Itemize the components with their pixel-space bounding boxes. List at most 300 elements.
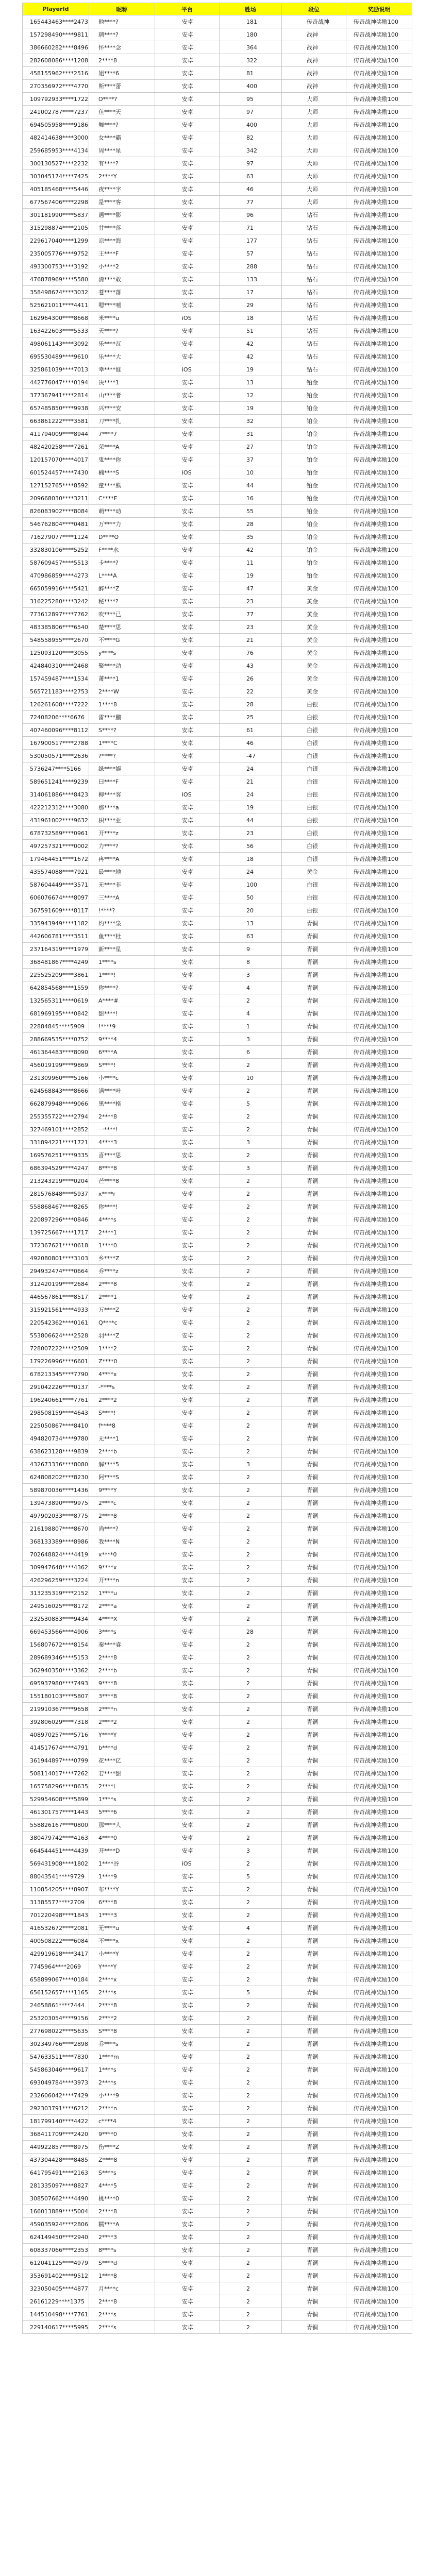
reward-cell: 传奇战神奖励100 — [346, 1535, 412, 1548]
table-row — [23, 904, 412, 917]
wins-cell: 61 — [220, 724, 282, 737]
nickname-cell: 你****! — [89, 1200, 155, 1213]
reward-cell: 传奇战神奖励100 — [346, 930, 412, 943]
platform-cell: 安卓 — [155, 1084, 220, 1097]
player-id-cell: 553806624****2528 — [23, 1329, 89, 1342]
rank-cell: 青铜 — [282, 1896, 346, 1909]
nickname-cell: 天****? — [89, 325, 155, 337]
reward-cell: 传奇战神奖励100 — [346, 183, 412, 196]
nickname-cell: 2****s — [89, 1986, 155, 1999]
rank-cell: 白银 — [282, 814, 346, 827]
wins-cell: 2 — [220, 1600, 282, 1613]
reward-cell: 传奇战神奖励100 — [346, 170, 412, 183]
wins-cell: 28 — [220, 698, 282, 711]
player-id-cell: 458155962****2516 — [23, 67, 89, 80]
platform-cell: 安卓 — [155, 1329, 220, 1342]
reward-cell: 传奇战神奖励100 — [346, 531, 412, 544]
wins-cell: 2 — [220, 1754, 282, 1767]
reward-cell: 传奇战神奖励100 — [346, 1651, 412, 1664]
table-row — [23, 1844, 412, 1857]
platform-cell: 安卓 — [155, 827, 220, 840]
reward-cell: 传奇战神奖励100 — [346, 891, 412, 904]
nickname-cell: 卡****? — [89, 556, 155, 569]
nickname-cell: 1****8 — [89, 698, 155, 711]
reward-cell: 传奇战神奖励100 — [346, 1728, 412, 1741]
rank-cell: 战神 — [282, 41, 346, 54]
player-id-cell: 587609457****5513 — [23, 556, 89, 569]
wins-cell: 57 — [220, 247, 282, 260]
rank-cell: 青铜 — [282, 1883, 346, 1896]
platform-cell: 安卓 — [155, 556, 220, 569]
rank-cell: 青铜 — [282, 1548, 346, 1561]
player-id-cell: 162964300****8668 — [23, 312, 89, 325]
reward-cell: 传奇战神奖励100 — [346, 1484, 412, 1497]
rank-cell: 大师 — [282, 144, 346, 157]
player-id-cell: 569431908****1802 — [23, 1857, 89, 1870]
nickname-cell: 苍****落 — [89, 286, 155, 299]
table-row — [23, 1922, 412, 1935]
platform-cell: 安卓 — [155, 1445, 220, 1458]
player-id-cell: 325861039****7013 — [23, 363, 89, 376]
nickname-cell: 1****! — [89, 969, 155, 981]
reward-cell: 传奇战神奖励100 — [346, 582, 412, 595]
rank-cell: 黄金 — [282, 866, 346, 878]
nickname-cell: 5****6 — [89, 1806, 155, 1819]
table-row — [23, 1162, 412, 1175]
player-id-cell: 416532672****2081 — [23, 1922, 89, 1935]
wins-cell: 2 — [220, 2218, 282, 2231]
player-id-cell: 476878969****5580 — [23, 273, 89, 286]
nickname-cell: 万****力 — [89, 518, 155, 531]
table-row — [23, 1883, 412, 1896]
table-row — [23, 1484, 412, 1497]
player-id-cell: 638623128****9839 — [23, 1445, 89, 1458]
player-id-cell: 209668030****3211 — [23, 492, 89, 505]
platform-cell: 安卓 — [155, 1638, 220, 1651]
wins-cell: 2 — [220, 1587, 282, 1600]
player-id-cell: 435574088****7921 — [23, 866, 89, 878]
table-row — [23, 1059, 412, 1072]
nickname-cell: Z****0 — [89, 1355, 155, 1368]
reward-cell: 传奇战神奖励100 — [346, 209, 412, 222]
table-row — [23, 634, 412, 647]
wins-cell: 2 — [220, 1973, 282, 1986]
rank-cell: 青铜 — [282, 1574, 346, 1587]
wins-cell: 2 — [220, 2321, 282, 2334]
table-row — [23, 2102, 412, 2115]
nickname-cell: 9****Y — [89, 1484, 155, 1497]
reward-cell: 传奇战神奖励100 — [346, 1522, 412, 1535]
reward-cell: 传奇战神奖励100 — [346, 2128, 412, 2141]
table-row — [23, 1419, 412, 1432]
wins-cell: 37 — [220, 453, 282, 466]
wins-cell: 1 — [220, 1020, 282, 1033]
player-id-cell: 678213345****7790 — [23, 1368, 89, 1381]
nickname-cell: 7****7 — [89, 428, 155, 440]
reward-cell: 传奇战神奖励100 — [346, 2179, 412, 2192]
nickname-cell: 幸****谁 — [89, 363, 155, 376]
platform-cell: iOS — [155, 312, 220, 325]
reward-cell: 传奇战神奖励100 — [346, 106, 412, 118]
player-id-cell: 331894221****1721 — [23, 1136, 89, 1149]
reward-cell: 传奇战神奖励100 — [346, 1097, 412, 1110]
player-id-cell: 493300753****3192 — [23, 260, 89, 273]
reward-cell: 传奇战神奖励100 — [346, 2321, 412, 2334]
player-id-cell: 229140617****5995 — [23, 2321, 89, 2334]
platform-cell: 安卓 — [155, 1973, 220, 1986]
platform-cell: 安卓 — [155, 479, 220, 492]
player-id-cell: 315921561****4933 — [23, 1303, 89, 1316]
reward-cell: 传奇战神奖励100 — [346, 1857, 412, 1870]
table-row — [23, 814, 412, 827]
reward-cell: 传奇战神奖励100 — [346, 1510, 412, 1522]
wins-cell: 2 — [220, 2038, 282, 2050]
nickname-cell: 枳****亚 — [89, 814, 155, 827]
player-id-cell: 139725667****1717 — [23, 1226, 89, 1239]
player-table — [22, 3, 412, 2334]
player-id-cell: 323050405****4877 — [23, 2282, 89, 2295]
player-id-cell: 327469101****2852 — [23, 1123, 89, 1136]
player-id-cell: 669453566****4906 — [23, 1625, 89, 1638]
table-row — [23, 402, 412, 415]
nickname-cell: 周****星 — [89, 144, 155, 157]
wins-cell: 2 — [220, 1703, 282, 1716]
player-id-cell: 589870036****1436 — [23, 1484, 89, 1497]
nickname-cell: 小****c — [89, 1072, 155, 1084]
platform-cell: 安卓 — [155, 853, 220, 866]
wins-cell: 18 — [220, 312, 282, 325]
rank-cell: 青铜 — [282, 1355, 346, 1368]
player-id-cell: 587604449****3571 — [23, 878, 89, 891]
reward-cell: 传奇战神奖励100 — [346, 762, 412, 775]
nickname-cell: ?****? — [89, 750, 155, 762]
wins-cell: 2 — [220, 1664, 282, 1677]
wins-cell: 9 — [220, 943, 282, 956]
nickname-cell: 黑****格 — [89, 1097, 155, 1110]
platform-cell: 安卓 — [155, 2205, 220, 2218]
nickname-cell: 灼****泉 — [89, 917, 155, 930]
table-row — [23, 144, 412, 157]
nickname-cell: 聚****动 — [89, 659, 155, 672]
nickname-cell: 萧****1 — [89, 672, 155, 685]
player-id-cell: 109792933****1722 — [23, 93, 89, 106]
player-id-cell: 701220498****1843 — [23, 1909, 89, 1922]
platform-cell: 安卓 — [155, 1252, 220, 1265]
table-row — [23, 1200, 412, 1213]
table-row — [23, 1806, 412, 1819]
nickname-cell: 乡****Z — [89, 1252, 155, 1265]
rank-cell: 钻石 — [282, 286, 346, 299]
rank-cell: 青铜 — [282, 1638, 346, 1651]
wins-cell: 2 — [220, 1149, 282, 1162]
rank-cell: 青铜 — [282, 1046, 346, 1059]
nickname-cell: 若****甜 — [89, 1767, 155, 1780]
reward-cell: 传奇战神奖励100 — [346, 2012, 412, 2025]
table-row — [23, 891, 412, 904]
player-id-cell: 380479742****4163 — [23, 1832, 89, 1844]
table-row — [23, 1406, 412, 1419]
reward-cell: 传奇战神奖励100 — [346, 54, 412, 67]
wins-cell: 2 — [220, 1381, 282, 1394]
reward-cell: 传奇战神奖励100 — [346, 1780, 412, 1793]
nickname-cell: 女****霸 — [89, 131, 155, 144]
rank-cell: 黄金 — [282, 647, 346, 659]
platform-cell: 安卓 — [155, 698, 220, 711]
rank-cell: 钻石 — [282, 260, 346, 273]
nickname-cell: 一****! — [89, 1123, 155, 1136]
nickname-cell: 开****D — [89, 1844, 155, 1857]
reward-cell: 传奇战神奖励100 — [346, 2102, 412, 2115]
nickname-cell: 8****s — [89, 2244, 155, 2257]
reward-cell: 传奇战神奖励100 — [346, 299, 412, 312]
rank-cell: 青铜 — [282, 1999, 346, 2012]
platform-cell: 安卓 — [155, 15, 220, 28]
reward-cell: 传奇战神奖励100 — [346, 1574, 412, 1587]
player-id-cell: 624149450****2940 — [23, 2231, 89, 2244]
wins-cell: 2 — [220, 1445, 282, 1458]
wins-cell: 28 — [220, 518, 282, 531]
nickname-cell: !****9 — [89, 1020, 155, 1033]
platform-cell: 安卓 — [155, 1793, 220, 1806]
nickname-cell: 有****? — [89, 157, 155, 170]
table-row — [23, 157, 412, 170]
wins-cell: 12 — [220, 389, 282, 402]
platform-cell: 安卓 — [155, 2192, 220, 2205]
wins-cell: 10 — [220, 466, 282, 479]
player-id-cell: 529954608****5899 — [23, 1793, 89, 1806]
platform-cell: 安卓 — [155, 492, 220, 505]
rank-cell: 青铜 — [282, 969, 346, 981]
platform-cell: 安卓 — [155, 2321, 220, 2334]
player-id-cell: 483385806****6540 — [23, 621, 89, 634]
rank-cell: 白银 — [282, 737, 346, 750]
platform-cell: 安卓 — [155, 273, 220, 286]
wins-cell: 56 — [220, 840, 282, 853]
table-row — [23, 196, 412, 209]
rank-cell: 白银 — [282, 827, 346, 840]
player-id-cell: 220542362****0161 — [23, 1316, 89, 1329]
wins-cell: -47 — [220, 750, 282, 762]
table-row — [23, 1342, 412, 1355]
nickname-cell: 最****地 — [89, 866, 155, 878]
wins-cell: 3 — [220, 1033, 282, 1046]
wins-cell: 181 — [220, 15, 282, 28]
nickname-cell: 楠****S — [89, 466, 155, 479]
nickname-cell: 万****Z — [89, 1303, 155, 1316]
player-id-cell: 367591609****8117 — [23, 904, 89, 917]
nickname-cell: 绿****娱 — [89, 762, 155, 775]
rank-cell: 青铜 — [282, 917, 346, 930]
platform-cell: 安卓 — [155, 118, 220, 131]
table-row — [23, 1278, 412, 1291]
rank-cell: 青铜 — [282, 2166, 346, 2179]
table-row — [23, 67, 412, 80]
reward-cell: 传奇战神奖励100 — [346, 788, 412, 801]
reward-cell: 传奇战神奖励100 — [346, 260, 412, 273]
wins-cell: 2 — [220, 2128, 282, 2141]
player-id-cell: 313235319****2152 — [23, 1587, 89, 1600]
reward-cell: 传奇战神奖励100 — [346, 273, 412, 286]
reward-cell: 传奇战神奖励100 — [346, 1625, 412, 1638]
reward-cell: 传奇战神奖励100 — [346, 363, 412, 376]
nickname-cell: 秦****睿 — [89, 1638, 155, 1651]
platform-cell: 安卓 — [155, 956, 220, 969]
player-id-cell: 545863046****9617 — [23, 2063, 89, 2076]
rank-cell: 钻石 — [282, 363, 346, 376]
table-row — [23, 1368, 412, 1381]
wins-cell: 2 — [220, 2192, 282, 2205]
table-row — [23, 1548, 412, 1561]
rank-cell: 黄金 — [282, 685, 346, 698]
table-row — [23, 466, 412, 479]
rank-cell: 大师 — [282, 93, 346, 106]
wins-cell: 2 — [220, 1419, 282, 1432]
wins-cell: 21 — [220, 634, 282, 647]
nickname-cell: 2****n — [89, 2102, 155, 2115]
reward-cell: 传奇战神奖励100 — [346, 2063, 412, 2076]
player-id-cell: 641795491****2163 — [23, 2166, 89, 2179]
wins-cell: 71 — [220, 222, 282, 234]
table-row — [23, 1651, 412, 1664]
rank-cell: 青铜 — [282, 1291, 346, 1303]
reward-cell: 传奇战神奖励100 — [346, 350, 412, 363]
wins-cell: 4 — [220, 1922, 282, 1935]
reward-cell: 传奇战神奖励100 — [346, 402, 412, 415]
reward-cell: 传奇战神奖励100 — [346, 2076, 412, 2089]
nickname-cell: 乔****s — [89, 2038, 155, 2050]
platform-cell: 安卓 — [155, 2231, 220, 2244]
nickname-cell: 刀****扎 — [89, 415, 155, 428]
reward-cell: 传奇战神奖励100 — [346, 247, 412, 260]
wins-cell: 46 — [220, 183, 282, 196]
rank-cell: 钻石 — [282, 247, 346, 260]
nickname-cell: 8****8 — [89, 1162, 155, 1175]
table-row — [23, 2076, 412, 2089]
reward-cell: 传奇战神奖励100 — [346, 1896, 412, 1909]
platform-cell: 安卓 — [155, 1535, 220, 1548]
nickname-cell: 1****m — [89, 2050, 155, 2063]
reward-cell: 传奇战神奖励100 — [346, 2089, 412, 2102]
nickname-cell: 王****F — [89, 247, 155, 260]
platform-cell: 安卓 — [155, 1716, 220, 1728]
nickname-cell: 阿****S — [89, 1471, 155, 1484]
table-row — [23, 2321, 412, 2334]
rank-cell: 青铜 — [282, 1406, 346, 1419]
table-row — [23, 1716, 412, 1728]
reward-cell: 传奇战神奖励100 — [346, 1059, 412, 1072]
platform-cell: 安卓 — [155, 1935, 220, 1947]
platform-cell: 安卓 — [155, 1097, 220, 1110]
player-id-cell: 392806029****7318 — [23, 1716, 89, 1728]
rank-cell: 传奇战神 — [282, 15, 346, 28]
player-id-cell: 294932474****0664 — [23, 1265, 89, 1278]
table-row — [23, 1188, 412, 1200]
reward-cell: 传奇战神奖励100 — [346, 505, 412, 518]
data-sheet — [22, 3, 412, 2334]
header-nickname: 昵称 — [89, 3, 155, 15]
reward-cell: 传奇战神奖励100 — [346, 2154, 412, 2166]
wins-cell: 24 — [220, 762, 282, 775]
reward-cell: 传奇战神奖励100 — [346, 569, 412, 582]
wins-cell: 2 — [220, 1780, 282, 1793]
nickname-cell: L****A — [89, 569, 155, 582]
platform-cell: 安卓 — [155, 1406, 220, 1419]
platform-cell: 安卓 — [155, 1316, 220, 1329]
reward-cell: 传奇战神奖励100 — [346, 659, 412, 672]
rank-cell: 青铜 — [282, 2063, 346, 2076]
rank-cell: 青铜 — [282, 1033, 346, 1046]
wins-cell: 23 — [220, 621, 282, 634]
wins-cell: 35 — [220, 531, 282, 544]
rank-cell: 青铜 — [282, 1973, 346, 1986]
table-row — [23, 1432, 412, 1445]
wins-cell: 2 — [220, 1406, 282, 1419]
wins-cell: 2 — [220, 1883, 282, 1896]
player-id-cell: 424840310****2468 — [23, 659, 89, 672]
table-row — [23, 1252, 412, 1265]
wins-cell: 16 — [220, 492, 282, 505]
rank-cell: 铂金 — [282, 440, 346, 453]
rank-cell: 白银 — [282, 891, 346, 904]
nickname-cell: 萌****动 — [89, 505, 155, 518]
reward-cell: 传奇战神奖励100 — [346, 840, 412, 853]
reward-cell: 传奇战神奖励100 — [346, 1960, 412, 1973]
platform-cell: 安卓 — [155, 93, 220, 106]
table-row — [23, 1535, 412, 1548]
reward-cell: 传奇战神奖励100 — [346, 479, 412, 492]
platform-cell: 安卓 — [155, 2038, 220, 2050]
platform-cell: 安卓 — [155, 1806, 220, 1819]
wins-cell: 2 — [220, 2257, 282, 2269]
wins-cell: 3 — [220, 1458, 282, 1471]
table-row — [23, 2154, 412, 2166]
nickname-cell: 3****8 — [89, 1690, 155, 1703]
nickname-cell: 2****L — [89, 1780, 155, 1793]
player-id-cell: 456019199****9869 — [23, 1059, 89, 1072]
platform-cell: 安卓 — [155, 286, 220, 299]
table-row — [23, 1291, 412, 1303]
table-row — [23, 2257, 412, 2269]
wins-cell: 2 — [220, 2179, 282, 2192]
reward-cell: 传奇战神奖励100 — [346, 1638, 412, 1651]
wins-cell: 2 — [220, 1638, 282, 1651]
wins-cell: 26 — [220, 672, 282, 685]
reward-cell: 传奇战神奖励100 — [346, 2038, 412, 2050]
platform-cell: 安卓 — [155, 402, 220, 415]
nickname-cell: 2****2 — [89, 1394, 155, 1406]
nickname-cell: 怀****念 — [89, 41, 155, 54]
nickname-cell: O****? — [89, 93, 155, 106]
reward-cell: 传奇战神奖励100 — [346, 1046, 412, 1059]
reward-cell: 传奇战神奖励100 — [346, 144, 412, 157]
table-row — [23, 853, 412, 866]
wins-cell: 24 — [220, 866, 282, 878]
rank-cell: 钻石 — [282, 337, 346, 350]
table-row — [23, 1973, 412, 1986]
nickname-cell: 4****0 — [89, 1832, 155, 1844]
player-id-cell: 414517674****4791 — [23, 1741, 89, 1754]
nickname-cell: 2****s — [89, 2308, 155, 2321]
table-row — [23, 1561, 412, 1574]
table-row — [23, 118, 412, 131]
reward-cell: 传奇战神奖励100 — [346, 1355, 412, 1368]
wins-cell: 100 — [220, 878, 282, 891]
reward-cell: 传奇战神奖励100 — [346, 1497, 412, 1510]
platform-cell: 安卓 — [155, 1651, 220, 1664]
player-id-cell: 525621011****4411 — [23, 299, 89, 312]
nickname-cell: 伤****Z — [89, 2141, 155, 2154]
nickname-cell: D****O — [89, 531, 155, 544]
